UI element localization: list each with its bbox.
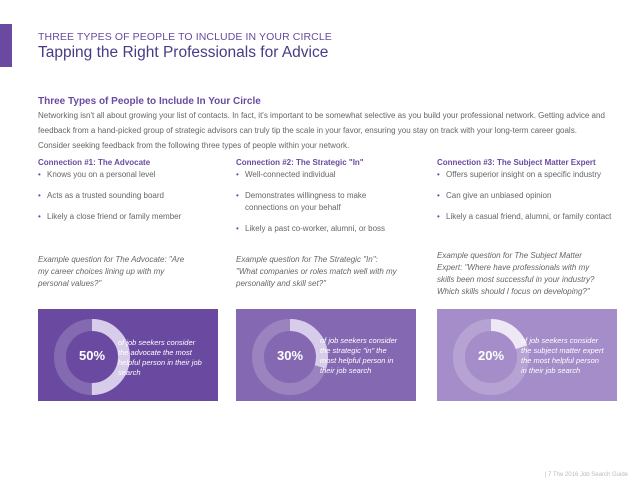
example-question: Example question for The Subject Matter Expert: "Where have professionals with my skills been most successful in your industry? Which skills should I focus on developing?" xyxy=(437,251,595,296)
bullet-item: • Well-connected individual xyxy=(236,169,426,181)
stat-card-strategic-in xyxy=(236,309,416,401)
connection-subject-expert xyxy=(437,158,627,223)
stat-percent: 20% xyxy=(477,348,505,363)
example-question: Example question for The Strategic "In": "What companies or roles match well with my personality and skill set?" xyxy=(236,255,397,288)
stat-percent: 50% xyxy=(78,348,106,363)
connection-advocate xyxy=(38,158,228,223)
bullet-item: • Acts as a trusted sounding board xyxy=(38,190,228,202)
connection-strategic-in xyxy=(236,158,426,235)
stat-caption: of job seekers consider the advocate the most helpful person in their job search xyxy=(118,338,202,377)
bullet-item: • Likely a close friend or family member xyxy=(38,211,228,223)
connection-heading: Connection #2: The Strategic "In" xyxy=(236,158,364,167)
bullet-item: • Demonstrates willingness to make connections on your behalf xyxy=(236,190,405,214)
page-footer: | 7 The 2016 Job Search Guide xyxy=(544,472,628,478)
stat-caption: of job seekers consider the subject matter expert the most helpful person in their job search xyxy=(521,336,604,375)
bullet-item: • Offers superior insight on a specific industry xyxy=(437,169,627,181)
connection-heading: Connection #3: The Subject Matter Expert xyxy=(437,158,596,167)
stat-caption: of job seekers consider the strategic "in" the most helpful person in their job search xyxy=(320,336,398,375)
bullet-item: • Knows you on a personal level xyxy=(38,169,228,181)
section-title: Three Types of People to Include In Your Circle xyxy=(38,96,261,107)
bullet-item: • Can give an unbiased opinion xyxy=(437,190,627,202)
stat-card-subject-expert xyxy=(437,309,617,401)
accent-bar xyxy=(0,24,12,67)
bullet-item: • Likely a casual friend, alumni, or family contact xyxy=(437,211,627,223)
bullet-item: • Likely a past co-worker, alumni, or boss xyxy=(236,223,426,235)
example-question: Example question for The Advocate: "Are my career choices lining up with my personal values?" xyxy=(38,255,185,288)
page-title: Tapping the Right Professionals for Advice xyxy=(38,44,329,61)
stat-card-advocate xyxy=(38,309,218,401)
stat-percent: 30% xyxy=(276,348,304,363)
connection-heading: Connection #1: The Advocate xyxy=(38,158,151,167)
page-kicker: THREE TYPES OF PEOPLE TO INCLUDE IN YOUR CIRCLE xyxy=(38,31,332,43)
intro-paragraph: Networking isn't all about growing your list of contacts. In fact, it's important to be somewhat selective as you build your professional network. Getting advice and feedback from a hand-picked group of strategic advisors can truly tip the scale in your favor, ensuring you stay on track with your long-term career goals. Consider seeking feedback from the following three types of people within your network. xyxy=(38,111,605,150)
